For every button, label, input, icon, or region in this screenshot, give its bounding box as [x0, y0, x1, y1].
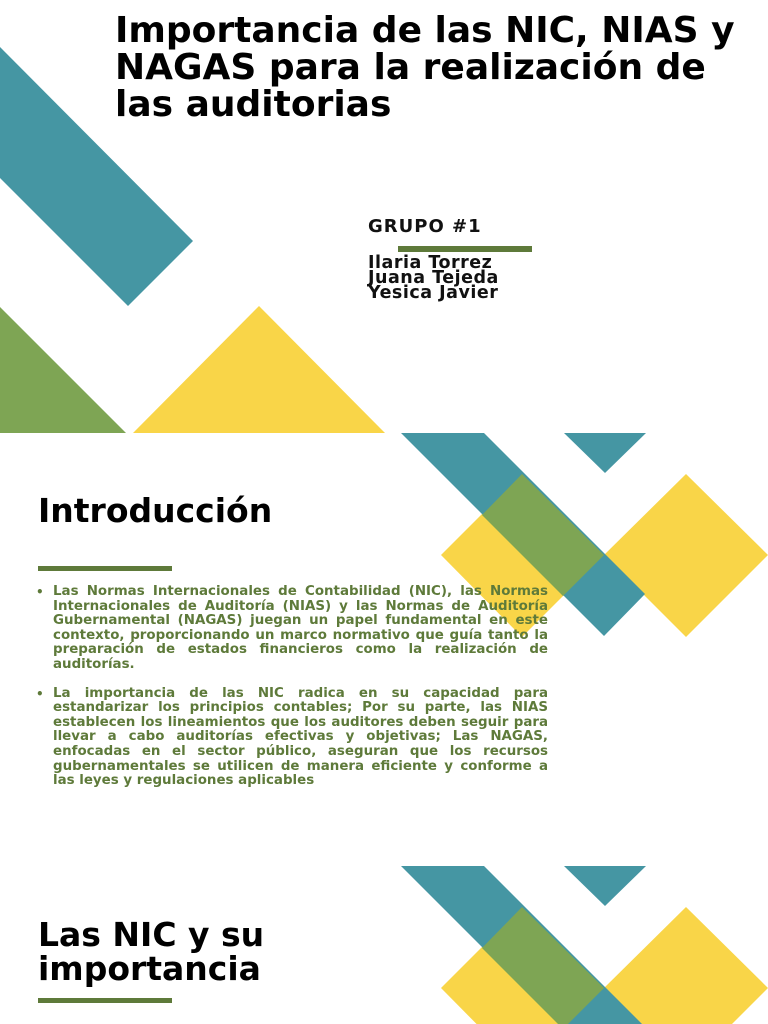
- yellow-diamond-right: [604, 907, 768, 1024]
- member-name: Juana Tejeda: [368, 268, 499, 288]
- group-label: GRUPO #1: [368, 216, 482, 237]
- slide-nic: [0, 866, 768, 1024]
- bullet-item: • La importancia de las NIC radica en su capacidad para estandarizar los principios contables; Por su parte, las NIAS establecen los lineamientos que los auditores deben seguir para llevar a cabo auditorías efectivas y objetivas; Las NAGAS, enfocadas en el sector público, aseguran que los recursos gubernamentales se utilicen de manera eficiente y conforme a las leyes y regulaciones aplicables: [36, 687, 548, 789]
- member-name: Ilaria Torrez: [368, 253, 493, 273]
- accent-bar: [38, 998, 172, 1003]
- teal-small-triangle: [564, 433, 646, 473]
- teal-small-triangle: [564, 866, 646, 906]
- yellow-triangle: [133, 306, 385, 433]
- bullet-list: [36, 585, 548, 803]
- yellow-diamond-right: [604, 474, 768, 637]
- slide-title: [0, 0, 768, 433]
- member-list: [368, 253, 499, 303]
- bullet-item: • Las Normas Internacionales de Contabilidad (NIC), las Normas Internacionales de Auditoría (NIAS) y las Normas de Auditoría Gubernamental (NAGAS) juegan un papel fundamental en este contexto, proporcionando un marco normativo que guía tanto la preparación de estados financieros como la realización de auditorías.: [36, 585, 548, 673]
- section-title: Las NIC y su importancia: [38, 915, 265, 988]
- green-triangle: [0, 307, 126, 433]
- accent-bar: [398, 246, 532, 252]
- section-title: Introducción: [38, 491, 273, 530]
- accent-bar: [38, 566, 172, 571]
- slide-introduction: [0, 433, 768, 866]
- member-name: Yesica Javier: [368, 283, 499, 303]
- presentation-title: Importancia de las NIC, NIAS y NAGAS para la realización de las auditorias: [115, 10, 735, 125]
